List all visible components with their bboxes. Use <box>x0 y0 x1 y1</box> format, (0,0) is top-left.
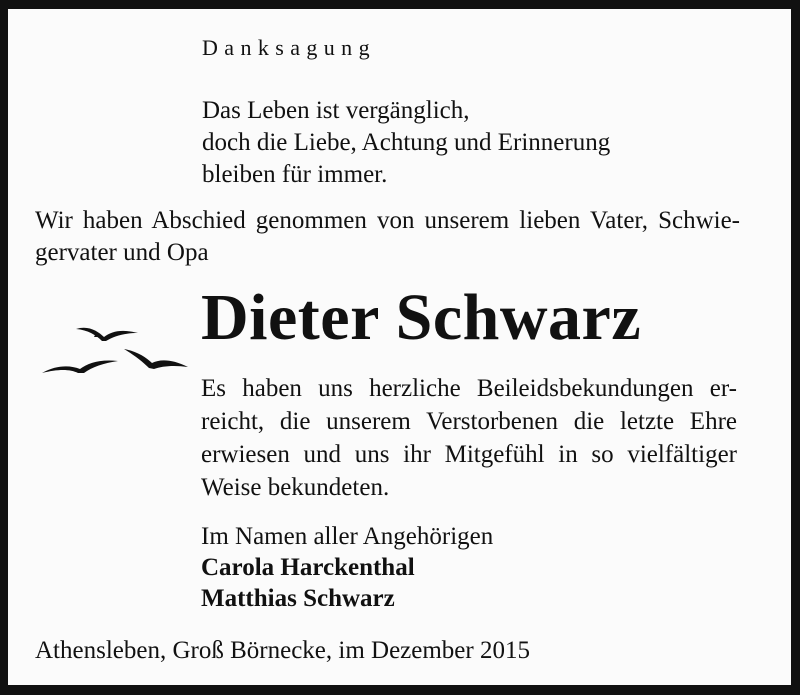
thanks-line: Es haben uns herzliche Beileidsbekundungen er- <box>201 375 737 402</box>
flying-birds-icon <box>36 311 196 381</box>
signatures <box>201 521 493 614</box>
thanks-line: reicht, die unserem Verstorbenen die letzte Ehre <box>201 408 737 435</box>
signatory-name: Carola Harckenthal <box>201 554 415 581</box>
thanks-line: erwiesen und uns ihr Mitgefühl in so vielfältiger <box>201 441 737 468</box>
thanks-text <box>201 372 737 504</box>
poem-line: bleiben für immer. <box>202 161 388 188</box>
on-behalf-text: Im Namen aller Angehörigen <box>201 523 494 550</box>
bird-icon <box>124 349 188 369</box>
signatory-name: Matthias Schwarz <box>201 585 395 612</box>
intro-line: gervater und Opa <box>35 239 209 266</box>
thanks-line: Weise bekundeten. <box>201 474 390 501</box>
bird-icon <box>76 328 138 341</box>
intro-text <box>35 205 740 269</box>
deceased-name: Dieter Schwarz <box>201 281 642 354</box>
place-date: Athensleben, Groß Börnecke, im Dezember 2015 <box>35 637 530 664</box>
poem-line: doch die Liebe, Achtung und Erinnerung <box>202 129 611 156</box>
poem <box>202 95 610 191</box>
heading: Danksagung <box>202 35 376 60</box>
bird-icon <box>42 360 118 373</box>
poem-line: Das Leben ist vergänglich, <box>202 97 470 124</box>
intro-line: Wir haben Abschied genommen von unserem lieben Vater, Schwie- <box>35 207 740 234</box>
